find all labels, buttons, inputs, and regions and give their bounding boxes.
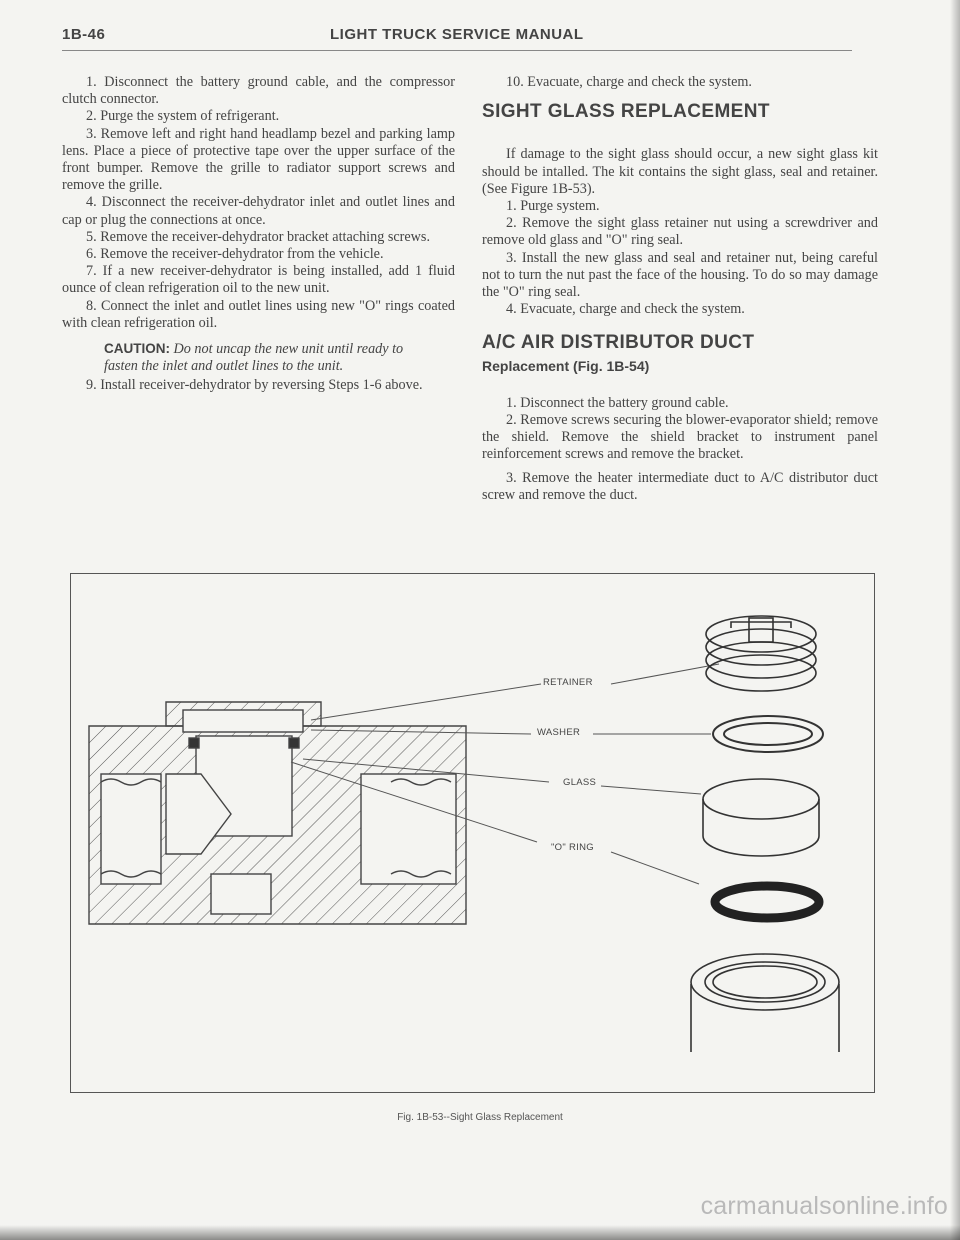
duct-step-3: 3. Remove the heater intermediate duct to A/C distributor duct screw and remove the duct. — [482, 469, 878, 503]
retainer-part — [706, 616, 816, 691]
sight-glass-intro: If damage to the sight glass should occur, a new sight glass kit should be intalled. The kit contains the sight glass, seal and retainer. (See Figure 1B-53). — [482, 146, 878, 197]
label-glass: GLASS — [563, 777, 597, 788]
caution-note — [104, 340, 434, 375]
sight-glass-step-2: 2. Remove the sight glass retainer nut using a screwdriver and remove old glass and "O" ring seal. — [482, 215, 878, 249]
sight-glass-step-3: 3. Install the new glass and seal and retainer nut, being careful not to turn the nut past the face of the housing. To do so may damage the "O" ring seal. — [482, 249, 878, 301]
housing-cross-section — [89, 702, 466, 924]
step-10: 10. Evacuate, charge and check the system. — [506, 74, 752, 90]
step-6: 6. Remove the receiver-dehydrator from the vehicle. — [86, 246, 384, 263]
page-side-shadow — [950, 0, 960, 1240]
step-3: 3. Remove left and right hand headlamp bezel and parking lamp lens. Place a piece of protective tape over the upper surface of the front bumper. Remove the grille to radiator support screws and remove the grille. — [62, 125, 455, 194]
caution-text: Do not uncap the new unit until ready to fasten the inlet and outlet lines to the unit. — [104, 341, 404, 375]
figure-caption: Fig. 1B-53--Sight Glass Replacement — [397, 1112, 563, 1123]
step-7: 7. If a new receiver-dehydrator is being installed, add 1 fluid ounce of clean refrigeration oil to the new unit. — [62, 263, 455, 297]
sight-glass-figure — [70, 573, 875, 1093]
housing-part — [691, 954, 839, 1052]
glass-part — [703, 779, 819, 856]
watermark-text: carmanualsonline.info — [700, 1192, 948, 1220]
step-5: 5. Remove the receiver-dehydrator bracket attaching screws. — [86, 228, 430, 245]
label-retainer: RETAINER — [543, 677, 593, 688]
o-ring-part — [715, 886, 819, 918]
label-washer: WASHER — [537, 727, 581, 738]
sight-glass-step-4: 4. Evacuate, charge and check the system. — [506, 301, 745, 318]
right-column — [482, 74, 878, 504]
sight-glass-step-1: 1. Purge system. — [506, 198, 600, 215]
sight-glass-diagram — [71, 574, 876, 1094]
duct-step-1: 1. Disconnect the battery ground cable. — [506, 394, 729, 411]
label-o-ring: "O" RING — [551, 842, 594, 853]
manual-title: LIGHT TRUCK SERVICE MANUAL — [330, 26, 584, 43]
step-2: 2. Purge the system of refrigerant. — [86, 108, 280, 125]
step-4: 4. Disconnect the receiver-dehydrator inlet and outlet lines and cap or plug the connections at once. — [62, 194, 455, 228]
sight-glass-heading: SIGHT GLASS REPLACEMENT — [482, 101, 770, 123]
page-number: 1B-46 — [62, 26, 106, 43]
step-8: 8. Connect the inlet and outlet lines using new "O" rings coated with clean refrigeration oil. — [62, 297, 455, 331]
caution-label: CAUTION: — [104, 341, 170, 357]
duct-subheading: Replacement (Fig. 1B-54) — [482, 357, 650, 374]
page-header — [62, 26, 852, 52]
page-edge-shadow — [0, 1225, 960, 1240]
left-column — [62, 74, 455, 395]
step-1: 1. Disconnect the battery ground cable, and the compressor clutch connector. — [62, 74, 455, 108]
washer-part — [713, 716, 823, 752]
step-9: 9. Install receiver-dehydrator by reversing Steps 1-6 above. — [86, 377, 423, 394]
duct-heading: A/C AIR DISTRIBUTOR DUCT — [482, 332, 755, 354]
duct-step-2: 2. Remove screws securing the blower-evaporator shield; remove the shield. Remove the shield bracket to instrument panel reinforcement screws and remove the bracket. — [482, 412, 878, 463]
header-rule — [62, 50, 852, 51]
